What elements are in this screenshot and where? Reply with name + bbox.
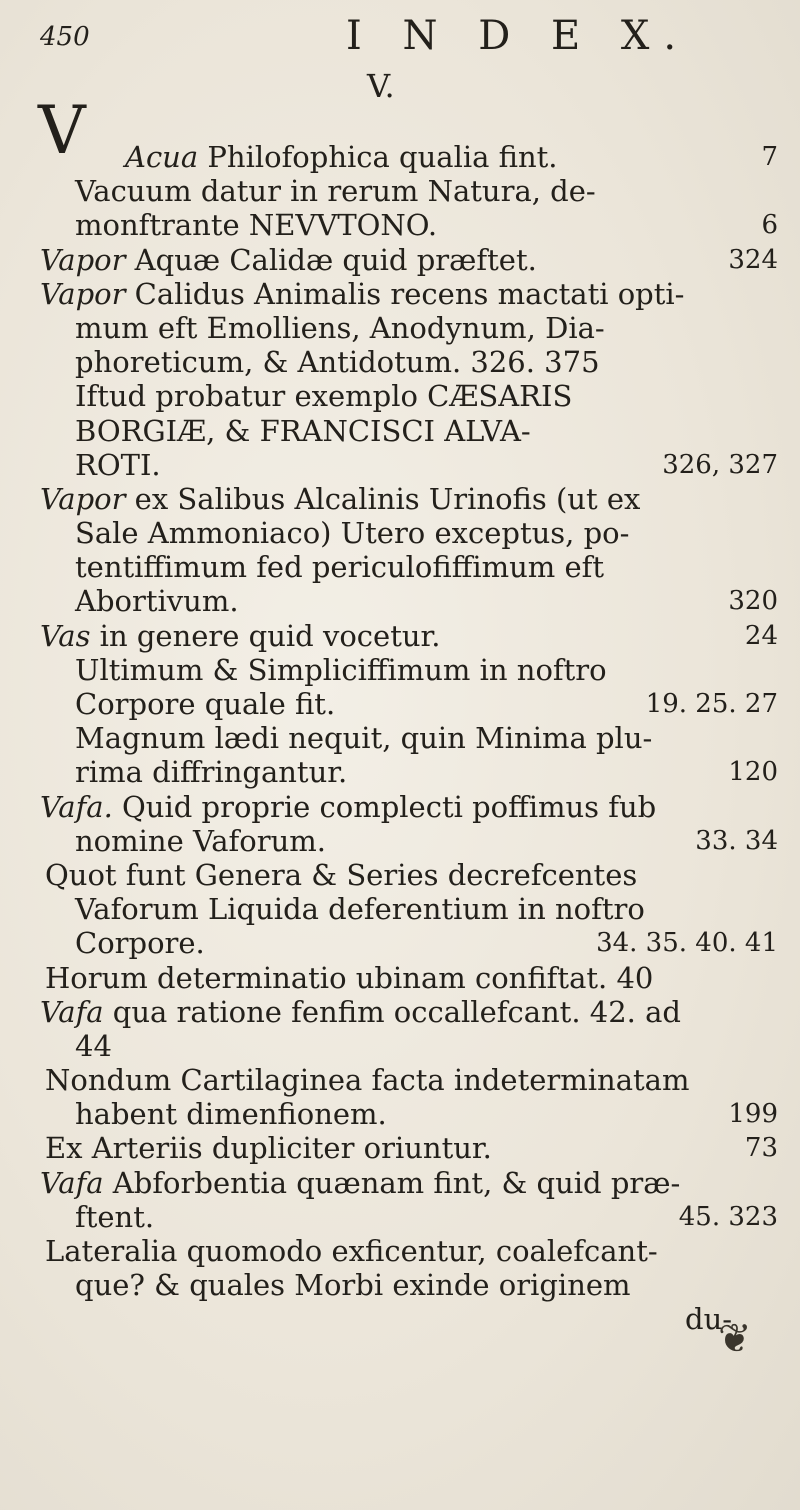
entry-line [0, 516, 800, 550]
entry-text: Vas in genere quid vocetur. [40, 618, 441, 653]
entry-line [0, 208, 800, 242]
entry-line [0, 1302, 800, 1336]
page-reference: 24 [744, 620, 778, 651]
entry-text: Iftud probatur exemplo CÆSARIS [75, 379, 573, 414]
entry-text: Horum determinatio ubinam confiftat. 40 [45, 960, 654, 995]
page-reference: 33. 34 [695, 825, 778, 856]
entry-line [0, 1063, 800, 1097]
entry-text: Quot funt Genera & Series decrefcentes [45, 857, 638, 892]
entry-headword: Vafa [40, 994, 104, 1029]
entry-line [0, 790, 800, 824]
index-entry [0, 619, 800, 790]
entry-headword: Acua [125, 140, 199, 174]
entry-text: BORGIÆ, & FRANCISCI ALVA- [75, 413, 531, 448]
entry-text: rima diffringantur. [75, 755, 348, 790]
entry-line [0, 892, 800, 926]
entry-text: phoreticum, & Antidotum. 326. 375 [75, 345, 600, 380]
entry-text: Corpore quale fit. [75, 687, 336, 721]
entry-line [0, 414, 800, 448]
entry-line [0, 1166, 800, 1200]
entry-text: Ultimum & Simpliciffimum in noftro [75, 652, 607, 687]
entry-headword: Vas [40, 618, 91, 653]
entry-line [0, 961, 800, 995]
entry-text: Vaforum Liquida deferentium in noftro [75, 892, 645, 927]
page-reference: 120 [728, 757, 778, 788]
entry-text: Magnum lædi nequit, quin Minima plu- [75, 721, 653, 756]
entry-text: Abortivum. [75, 584, 239, 619]
entry-text: Vafa qua ratione fenfim occallefcant. 42. ad [40, 994, 681, 1029]
entry-headword: Vafa. [40, 789, 113, 824]
entry-text: Sale Ammoniaco) Utero exceptus, po- [75, 516, 630, 551]
entry-text: Lateralia quomodo exficentur, coalefcant- [45, 1234, 658, 1268]
entry-headword: Vapor [40, 276, 126, 311]
entry-line [0, 653, 800, 687]
page-reference: 34. 35. 40. 41 [596, 928, 778, 959]
index-entry [0, 995, 800, 1166]
entry-text: ftent. [75, 1199, 155, 1234]
index-title: I N D E X. [346, 13, 691, 59]
entry-headword: Vapor [40, 242, 126, 277]
index-entry [0, 482, 800, 619]
entry-text: monftrante NEVVTONO. [75, 208, 438, 243]
entry-line [0, 824, 800, 858]
entry-text: Vapor Aquæ Calidæ quid præftet. [40, 242, 537, 277]
entry-line [0, 721, 800, 755]
entry-text: ROTI. [75, 447, 161, 482]
page-reference: 320 [728, 586, 778, 617]
entry-line [0, 277, 800, 311]
entry-line [0, 243, 800, 277]
entry-line [0, 1200, 800, 1234]
entry-line [0, 995, 800, 1029]
entry-line [0, 448, 800, 482]
entry-text: Vapor ex Salibus Alcalinis Urinofis (ut ex [40, 481, 641, 516]
drop-capital: V [38, 92, 86, 169]
entry-line [0, 174, 800, 208]
page-reference: 73 [744, 1133, 778, 1164]
entry-line [0, 379, 800, 413]
page-number: 450 [40, 22, 90, 52]
entry-line [0, 858, 800, 892]
page-reference: 326, 327 [662, 449, 778, 480]
page-reference: 7 [761, 142, 778, 172]
entry-text: Acua Philofophica qualia fint. [125, 140, 558, 174]
entry-line [0, 550, 800, 584]
entry-text: Corpore. [75, 926, 205, 961]
index-entry [0, 1166, 800, 1337]
entry-text: tentiffimum fed periculofiffimum eft [75, 550, 605, 585]
entry-text: que? & quales Morbi exinde originem [75, 1268, 631, 1303]
entry-line [0, 140, 800, 174]
entry-line [0, 1268, 800, 1302]
entry-text: Vafa. Quid proprie complecti poffimus fub [40, 789, 657, 824]
entry-text: du- [685, 1302, 733, 1337]
entry-line [0, 311, 800, 345]
page-reference: 6 [761, 210, 778, 241]
entry-line [0, 619, 800, 653]
entry-line [0, 1029, 800, 1063]
entry-text: Nondum Cartilaginea facta indeterminatam [45, 1063, 690, 1098]
entry-line [0, 755, 800, 789]
index-entry [0, 790, 800, 995]
entry-text: Ex Arteriis dupliciter oriuntur. [45, 1131, 492, 1166]
entry-line [0, 926, 800, 960]
entry-text: habent dimenfionem. [75, 1097, 387, 1132]
section-letter: V. [367, 67, 395, 105]
entry-text: mum eft Emolliens, Anodynum, Dia- [75, 310, 605, 345]
entry-text: Vapor Calidus Animalis recens mactati opti- [40, 276, 685, 311]
entry-line [0, 1234, 800, 1268]
entry-line [0, 345, 800, 379]
entry-line [0, 687, 800, 721]
printer-mark-icon: ❦ [718, 1316, 752, 1362]
page-reference: 45. 323 [678, 1201, 778, 1232]
entry-headword: Vafa [40, 1165, 104, 1200]
entry-line [0, 584, 800, 618]
index-entry [0, 243, 800, 482]
entry-text: nomine Vaforum. [75, 823, 326, 858]
index-entries [0, 140, 800, 1337]
entry-text: Vafa Abforbentia quænam fint, & quid præ- [40, 1165, 681, 1200]
page-reference: 324 [728, 244, 778, 275]
entry-headword: Vapor [40, 481, 126, 516]
entry-line [0, 1131, 800, 1165]
running-head [0, 10, 800, 59]
page-reference: 199 [728, 1099, 778, 1130]
entry-line [0, 1097, 800, 1131]
entry-text: Vacuum datur in rerum Natura, de- [75, 174, 596, 209]
index-entry [0, 140, 800, 243]
entry-text: 44 [75, 1028, 112, 1063]
entry-line [0, 482, 800, 516]
page-reference: 19. 25. 27 [645, 689, 778, 719]
